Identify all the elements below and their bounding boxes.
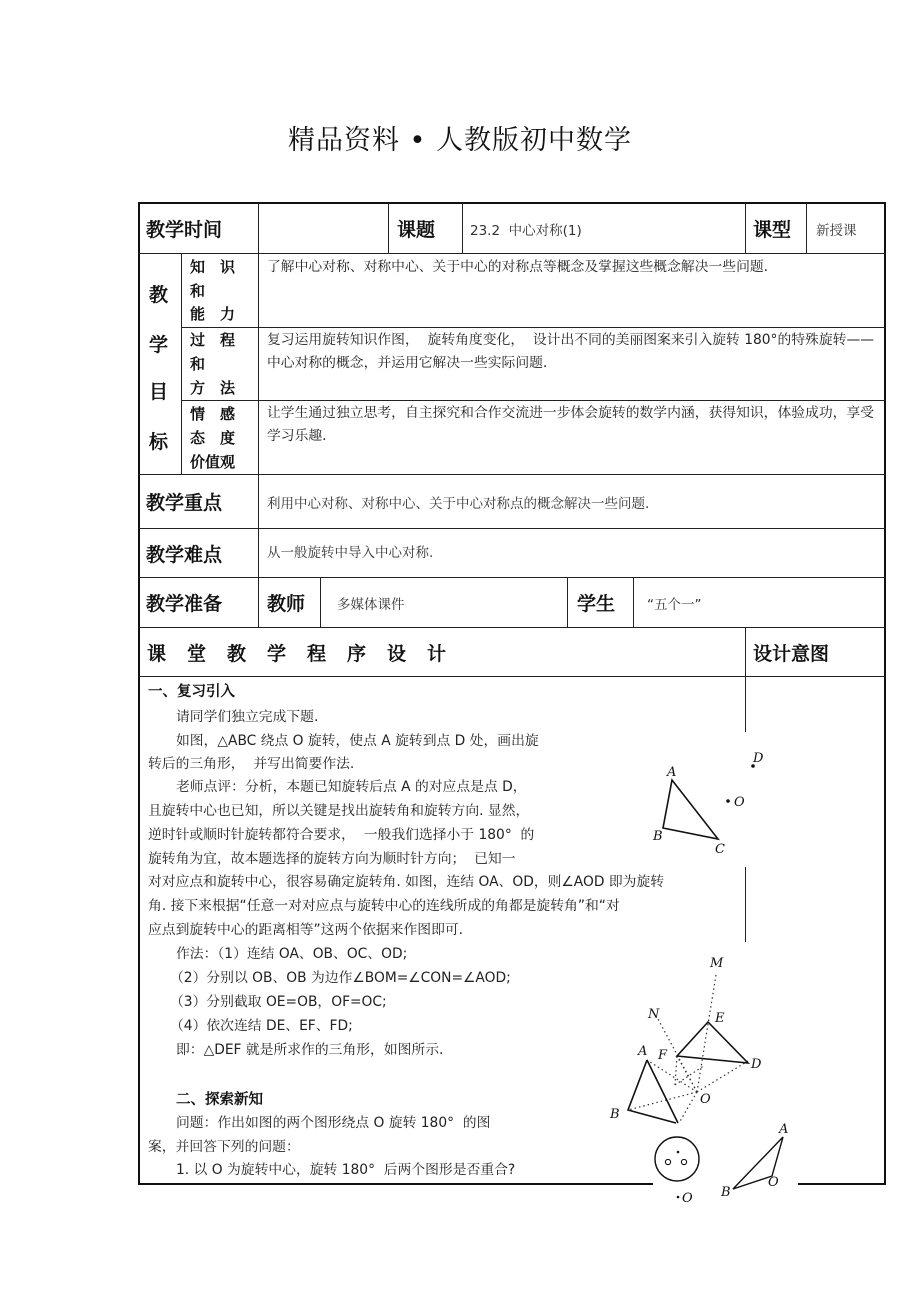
body-line: 如图，△ABC 绕点 O 旋转，使点 A 旋转到点 D 处，画出旋 bbox=[176, 733, 539, 749]
body-line: 问题：作出如图的两个图形绕点 O 旋转 180° 的图 bbox=[176, 1115, 491, 1131]
body-line: （3）分别截取 OE=OB，OF=OC; bbox=[170, 994, 387, 1010]
teaching-time-label: 教学时间 bbox=[146, 219, 223, 241]
label-o: O bbox=[700, 1092, 711, 1107]
col-divider bbox=[462, 203, 463, 253]
circle-shape bbox=[655, 1137, 699, 1181]
procedure-header: 课 堂 教 学 程 序 设 计 bbox=[147, 642, 448, 665]
col-divider bbox=[745, 627, 746, 732]
objective-label-line: 价值观 bbox=[190, 453, 236, 471]
label-b: B bbox=[610, 1107, 620, 1122]
teacher-label: 教师 bbox=[267, 593, 306, 615]
label-o: O bbox=[734, 795, 745, 810]
col-divider bbox=[745, 867, 746, 942]
label-o: O bbox=[682, 1191, 693, 1206]
key-point-value: 利用中心对称、对称中心、关于中心对称点的概念解决一些问题. bbox=[267, 495, 650, 512]
section-title: 一、复习引入 bbox=[148, 684, 235, 700]
student-label: 学生 bbox=[577, 593, 616, 615]
label-f: F bbox=[658, 1048, 668, 1063]
design-intent-header: 设计意图 bbox=[753, 642, 830, 665]
objectives-char: 学 bbox=[149, 334, 169, 356]
label-a: A bbox=[638, 1044, 648, 1059]
col-divider bbox=[258, 253, 259, 474]
body-line: 角. 接下来根据“任意一对对应点与旋转中心的连线所成的角都是旋转角”和“对 bbox=[148, 898, 620, 914]
col-divider bbox=[567, 577, 568, 627]
body-line: 且旋转中心也已知，所以关键是找出旋转角和旋转方向. 显然， bbox=[148, 803, 530, 819]
label-a: A bbox=[667, 765, 677, 780]
objective-label-line: 方 法 bbox=[190, 379, 236, 397]
col-divider bbox=[258, 203, 259, 253]
col-divider bbox=[633, 577, 634, 627]
body-line: 旋转角为宜，故本题选择的旋转方向为顺时针方向； 已知一 bbox=[148, 851, 516, 867]
label-a: A bbox=[779, 1122, 789, 1137]
topic-value: 23.2 中心对称(1) bbox=[470, 222, 582, 239]
objective-label-line: 和 bbox=[190, 355, 206, 373]
col-divider bbox=[320, 577, 321, 627]
triangle-abc bbox=[663, 780, 718, 839]
body-line: 转后的三角形， 并写出简要作法. bbox=[148, 756, 355, 772]
objective-content: 了解中心对称、对称中心、关于中心的对称点等概念及掌握这些概念解决一些问题. bbox=[267, 259, 769, 275]
row-divider bbox=[138, 253, 886, 254]
difficulty-value: 从一般旋转中导入中心对称. bbox=[267, 545, 434, 561]
objective-content: 复习运用旋转知识作图， 旋转角度变化， 设计出不同的美丽图案来引入旋转 180°的特殊旋转——中心对称的概念，并运用它解决一些实际问题. bbox=[267, 332, 875, 371]
objectives-char: 目 bbox=[149, 381, 169, 403]
objectives-char: 教 bbox=[149, 284, 169, 306]
figure-triangle-abc bbox=[640, 740, 780, 855]
objective-label-line: 过 程 bbox=[190, 331, 236, 349]
body-line: （2）分别以 OB、OB 为边作∠BOM=∠CON=∠AOD; bbox=[170, 970, 511, 986]
dot-center bbox=[677, 1151, 680, 1154]
objective-label-line: 能 力 bbox=[190, 305, 236, 323]
col-divider bbox=[258, 577, 259, 627]
table-border-right bbox=[884, 202, 886, 1185]
student-value: “五个一” bbox=[647, 596, 702, 613]
label-e: E bbox=[715, 1011, 725, 1026]
row-divider bbox=[138, 528, 886, 529]
label-c: C bbox=[715, 842, 725, 855]
col-divider bbox=[806, 203, 807, 253]
body-line: 老师点评：分析，本题已知旋转后点 A 的对应点是点 D， bbox=[176, 779, 527, 795]
row-divider bbox=[181, 327, 886, 328]
row-divider bbox=[138, 577, 886, 578]
topic-label: 课题 bbox=[397, 219, 436, 241]
body-line: （4）依次连结 DE、EF、FD; bbox=[170, 1018, 353, 1034]
lesson-type-value: 新授课 bbox=[816, 222, 857, 239]
section-title: 二、探索新知 bbox=[176, 1092, 263, 1108]
label-m: M bbox=[710, 956, 724, 971]
label-n: N bbox=[648, 1007, 660, 1022]
body-line: 对对应点和旋转中心，很容易确定旋转角. 如图，连结 OA、OD，则∠AOD 即为旋转 bbox=[148, 874, 665, 890]
col-divider bbox=[745, 203, 746, 253]
label-d: D bbox=[753, 751, 764, 766]
label-b: B bbox=[721, 1185, 731, 1200]
triangle-def bbox=[677, 1022, 748, 1063]
key-point-label: 教学重点 bbox=[146, 492, 223, 514]
objective-label-line: 态 度 bbox=[190, 429, 236, 447]
lesson-type-label: 课型 bbox=[753, 219, 792, 241]
figure-rotate-180 bbox=[645, 1118, 805, 1208]
objective-label-line: 情 感 bbox=[190, 405, 236, 423]
body-line: 作法：（1）连结 OA、OB、OC、OD; bbox=[176, 946, 408, 962]
objectives-char: 标 bbox=[149, 431, 169, 453]
body-line: 应点到旋转中心的距离相等”这两个依据来作图即可. bbox=[148, 922, 464, 938]
objective-label-line: 知 识 bbox=[190, 258, 236, 276]
point-o bbox=[677, 1196, 680, 1199]
table-border-left bbox=[138, 202, 140, 1185]
preparation-label: 教学准备 bbox=[146, 593, 223, 615]
body-line: 即：△DEF 就是所求作的三角形，如图所示. bbox=[176, 1042, 444, 1058]
body-line: 请同学们独立完成下题. bbox=[176, 709, 319, 725]
col-divider bbox=[181, 253, 182, 474]
eye-left bbox=[665, 1159, 670, 1164]
col-divider bbox=[258, 474, 259, 577]
body-line: 逆时针或顺时针旋转都符合要求， 一般我们选择小于 180° 的 bbox=[148, 827, 535, 843]
table-border-bottom-left bbox=[138, 1183, 653, 1185]
label-d: D bbox=[751, 1057, 762, 1072]
row-divider bbox=[181, 400, 886, 401]
teacher-value: 多媒体课件 bbox=[337, 596, 405, 613]
objective-label-line: 和 bbox=[190, 282, 206, 300]
label-b: B bbox=[653, 829, 663, 844]
row-divider bbox=[138, 676, 886, 677]
col-divider bbox=[388, 203, 389, 253]
body-line: 案，并回答下列的问题： bbox=[148, 1139, 300, 1155]
body-line: 1. 以 O 为旋转中心，旋转 180° 后两个图形是否重合? bbox=[176, 1162, 516, 1178]
objective-content: 让学生通过独立思考，自主探究和合作交流进一步体会旋转的数学内涵，获得知识，体验成功，享受学习乐趣. bbox=[267, 405, 875, 444]
eye-right bbox=[681, 1159, 686, 1164]
difficulty-label: 教学难点 bbox=[146, 543, 223, 566]
label-o: O bbox=[768, 1175, 779, 1190]
page-title: 精品资料 • 人教版初中数学 bbox=[287, 125, 633, 156]
figure-rotation-construction bbox=[600, 945, 790, 1125]
table-border-bottom-right bbox=[798, 1183, 886, 1185]
point-o bbox=[726, 799, 730, 803]
